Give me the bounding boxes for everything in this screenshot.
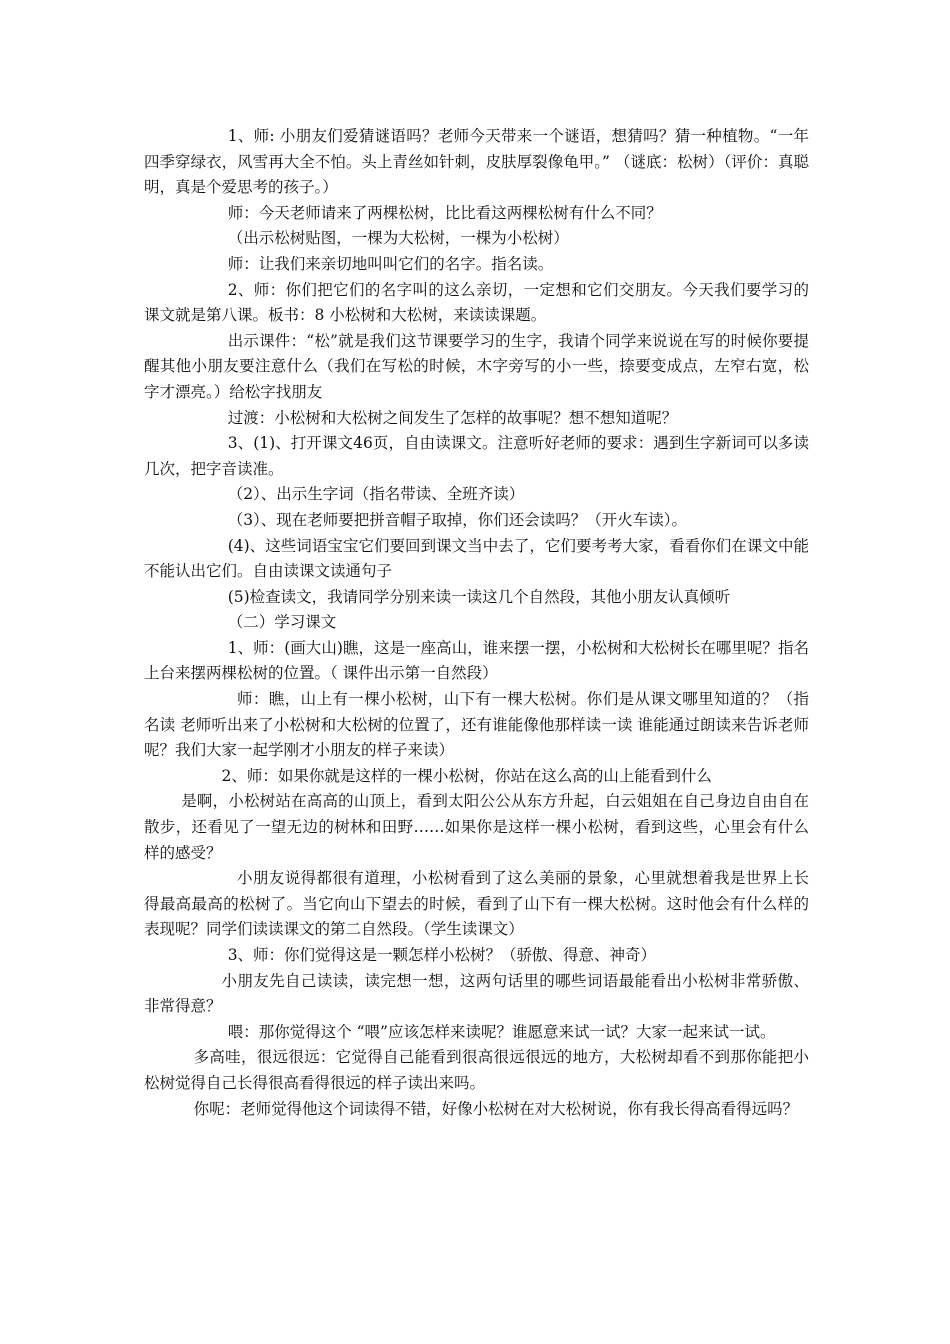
paragraph: 师：让我们来亲切地叫叫它们的名字。指名读。 <box>227 254 554 273</box>
paragraph: 师：今天老师请来了两棵松树，比比看这两棵松树有什么不同？ <box>227 203 662 222</box>
document-body <box>144 124 809 1122</box>
paragraph: （出示松树贴图，一棵为大松树，一棵为小松树） <box>227 229 569 248</box>
paragraph: 是啊，小松树站在高高的山顶上，看到太阳公公从东方升起，白云姐姐在自己身边自由自在散步，还看见了一望无边的树林和田野……如果你是这样一棵小松树，看到这些，心里会有什么样的感受？ <box>144 792 809 862</box>
paragraph: 2、师：如果你就是这样的一棵小松树，你站在这么高的山上能看到什么 <box>221 766 712 785</box>
paragraph: 小朋友说得都很有道理，小松树看到了这么美丽的景象，心里就想着我是世界上长得最高最高的松树了。当它向山下望去的时候，看到了山下有一棵大松树。这时他会有什么样的表现呢？同学们读读课文的第二自然段。（学生读课文） <box>144 869 809 939</box>
paragraph: （3）、现在老师要把拼音帽子取掉，你们还会读吗？（开火车读）。 <box>227 510 688 529</box>
paragraph: （2）、出示生字词（指名带读、全班齐读） <box>227 485 525 504</box>
paragraph: 师：瞧，山上有一棵小松树，山下有一棵大松树。你们是从课文哪里知道的？（指名读 老师听出来了小松树和大松树的位置了，还有谁能像他那样读一读 谁能通过朗读来告诉老师呢？我们大家一起学刚才小朋友的样子来读） <box>144 690 809 760</box>
paragraph: 小朋友先自己读读，读完想一想，这两句话里的哪些词语最能看出小松树非常骄傲、非常得意？ <box>144 971 809 1016</box>
paragraph: 多高哇，很远很远：它觉得自己能看到很高很远很远的地方，大松树却看不到那你能把小松树觉得自己长得很高看得很远的样子读出来吗。 <box>144 1048 809 1092</box>
paragraph-riddle: 1、师: 小朋友们爱猜谜语吗？老师今天带来一个谜语，想猜吗？猜一种植物。“一年四季穿绿衣，风雪再大全不怕。头上青丝如针刺，皮肤厚裂像龟甲。” （谜底：松树）（评价：真聪明，真是个爱思考的孩子。） <box>144 127 809 197</box>
paragraph: (5)检查读文，我请同学分别来读一读这几个自然段，其他小朋友认真倾听 <box>227 587 731 606</box>
section-heading: （二）学习课文 <box>227 613 337 632</box>
paragraph: 3、(1)、打开课文46页，自由读课文。注意听好老师的要求：遇到生字新词可以多读几次，把字音读准。 <box>144 434 809 478</box>
paragraph: (4)、这些词语宝宝它们要回到课文当中去了，它们要考考大家，看看你们在课文中能不能认出它们。自由读课文读通句子 <box>144 536 809 581</box>
paragraph: 过渡：小松树和大松树之间发生了怎样的故事呢？想不想知道呢？ <box>227 408 678 427</box>
paragraph: 2、师：你们把它们的名字叫的这么亲切，一定想和它们交朋友。今天我们要学习的课文就是第八课。板书：8 小松树和大松树，来读读课题。 <box>144 280 809 325</box>
paragraph: 喂：那你觉得这个 “喂”应该怎样来读呢？谁愿意来试一试？大家一起来试一试。 <box>227 1022 776 1041</box>
paragraph: 你呢：老师觉得他这个词读得不错，好像小松树在对大松树说，你有我长得高看得远吗？ <box>193 1099 799 1118</box>
paragraph: 3、师：你们觉得这是一颗怎样小松树？（骄傲、得意、神奇） <box>227 946 657 964</box>
paragraph: 1、师：(画大山)瞧，这是一座高山，谁来摆一摆，小松树和大松树长在哪里呢？指名上台来摆两棵松树的位置。（ 课件出示第一自然段） <box>144 638 809 683</box>
paragraph: 出示课件：“松”就是我们这节课要学习的生字，我请个同学来说说在写的时候你要提醒其他小朋友要注意什么（我们在写松的时候，木字旁写的小一些，捺要变成点，左窄右宽，松字才漂亮。）给松字找朋友 <box>144 331 809 401</box>
